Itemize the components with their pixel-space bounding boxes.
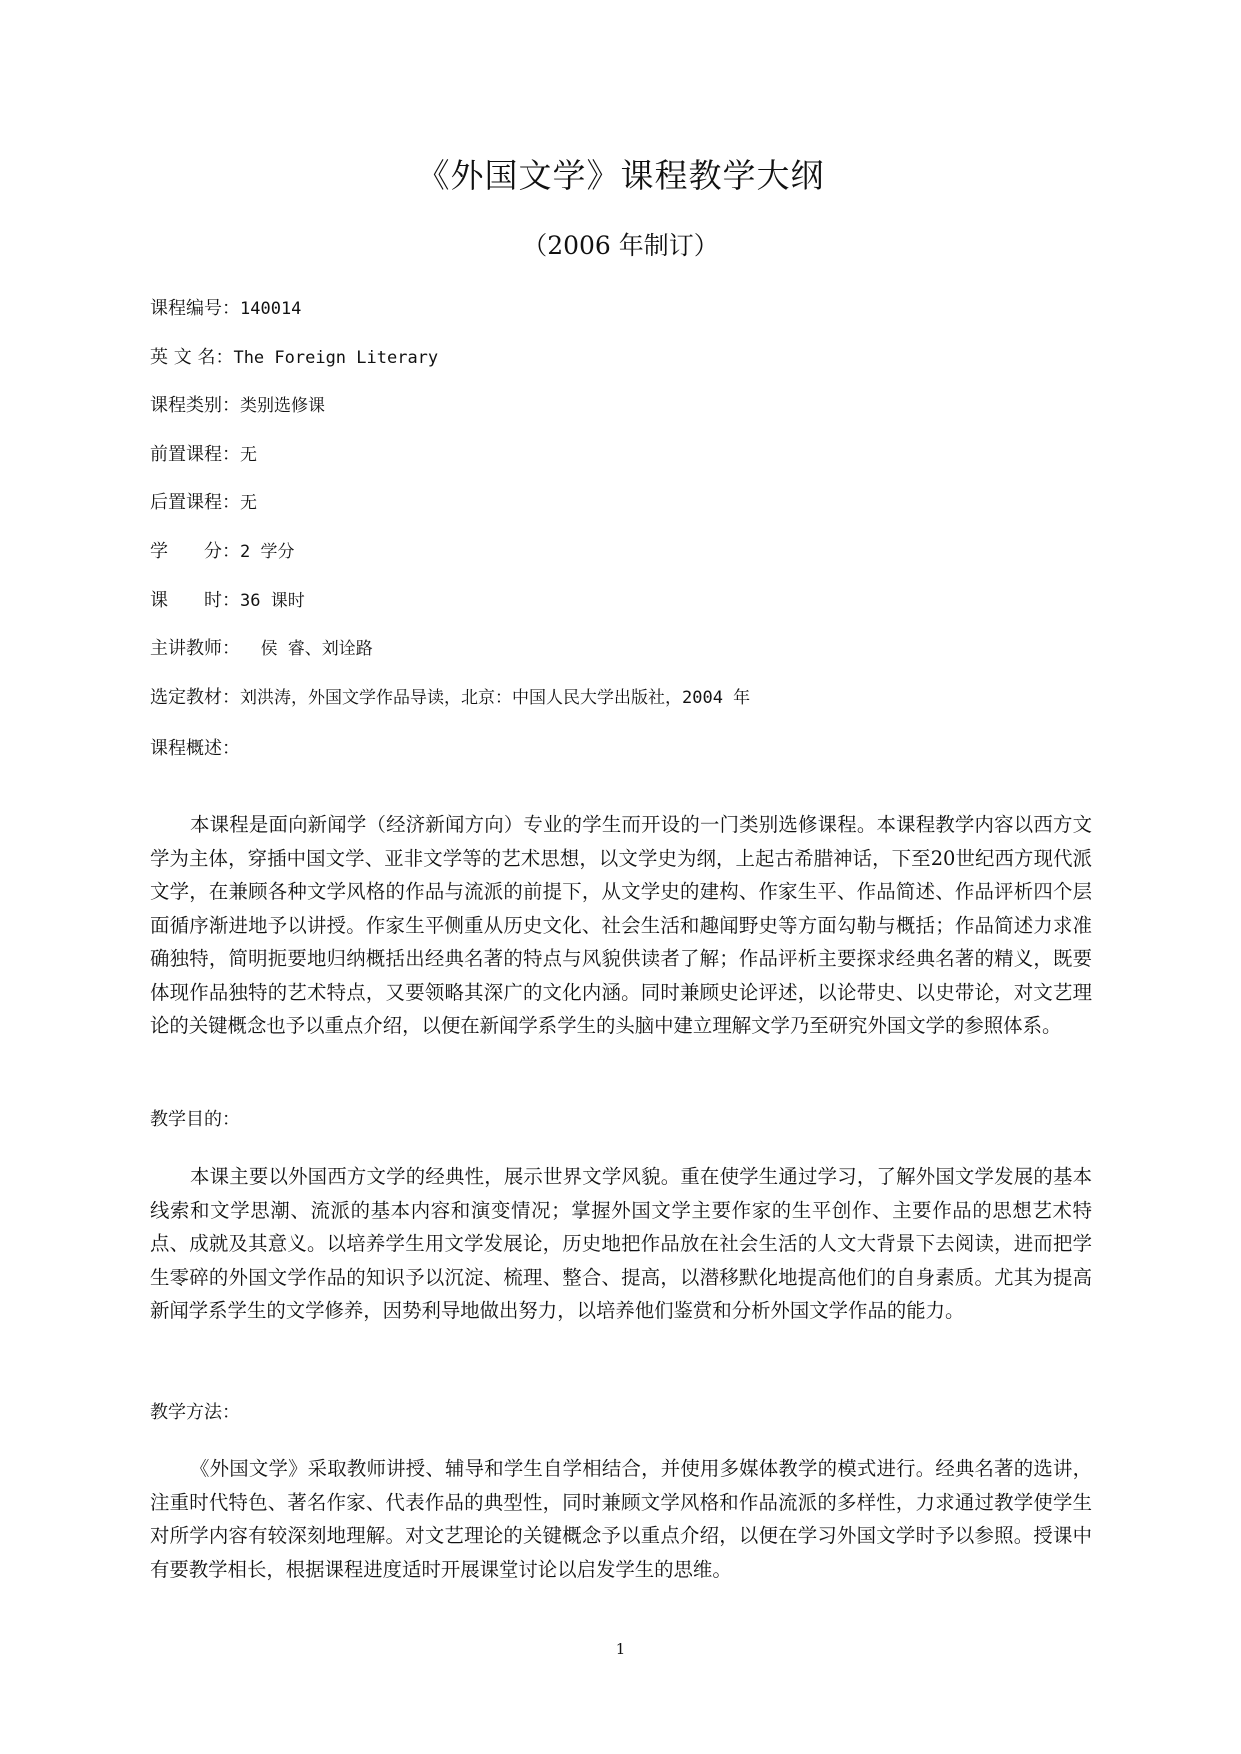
field-label: 后置课程：: [150, 492, 240, 513]
field-label: 课 时：: [150, 590, 240, 611]
field-value: The Foreign Literary: [233, 348, 439, 368]
method-heading: 教学方法：: [150, 1402, 240, 1423]
field-hours: [150, 589, 305, 613]
method-paragraph: 《外国文学》采取教师讲授、辅导和学生自学相结合，并使用多媒体教学的模式进行。经典名著的选讲，注重时代特色、著名作家、代表作品的典型性，同时兼顾文学风格和作品流派的多样性，力求通过教学使学生对所学内容有较深刻地理解。对文艺理论的关键概念予以重点介绍，以便在学习外国文学时予以参照。授课中有要教学相长，根据课程进度适时开展课堂讨论以启发学生的思维。: [150, 1457, 1092, 1581]
field-prerequisite: [150, 443, 257, 467]
overview-heading: 课程概述：: [150, 738, 240, 759]
field-label: 课程编号：: [150, 298, 240, 319]
field-value: 140014: [240, 299, 302, 319]
purpose-paragraph: 本课主要以外国西方文学的经典性，展示世界文学风貌。重在使学生通过学习，了解外国文学发展的基本线索和文学思潮、流派的基本内容和演变情况；掌握外国文学主要作家的生平创作、主要作品的思想艺术特点、成就及其意义。以培养学生用文学发展论，历史地把作品放在社会生活的人文大背景下去阅读，进而把学生零碎的外国文学作品的知识予以沉淀、梳理、整合、提高，以潜移默化地提高他们的自身素质。尤其为提高新闻学系学生的文学修养，因势利导地做出努力，以培养他们鉴赏和分析外国文学作品的能力。: [150, 1165, 1092, 1322]
purpose-heading: 教学目的：: [150, 1109, 240, 1130]
field-value: 2 学分: [240, 542, 295, 562]
field-label: 英 文 名：: [150, 347, 234, 368]
field-value: 侯 睿、刘诠路: [240, 639, 373, 659]
field-value: 刘洪涛，外国文学作品导读，北京：中国人民大学出版社，2004 年: [240, 688, 751, 708]
field-label: 选定教材：: [150, 687, 240, 708]
field-value: 无: [240, 445, 257, 465]
field-textbook: [150, 686, 750, 710]
overview-paragraph: 本课程是面向新闻学（经济新闻方向）专业的学生而开设的一门类别选修课程。本课程教学内容以西方文学为主体，穿插中国文学、亚非文学等的艺术思想，以文学史为纲，上起古希腊神话，下至20世纪西方现代派文学，在兼顾各种文学风格的作品与流派的前提下，从文学史的建构、作家生平、作品简述、作品评析四个层面循序渐进地予以讲授。作家生平侧重从历史文化、社会生活和趣闻野史等方面勾勒与概括；作品简述力求准确独特，简明扼要地归纳概括出经典名著的特点与风貌供读者了解；作品评析主要探求经典名著的精义，既要体现作品独特的艺术特点，又要领略其深广的文化内涵。同时兼顾史论评述，以论带史、以史带论，对文艺理论的关键概念也予以重点介绍，以便在新闻学系学生的头脑中建立理解文学乃至研究外国文学的参照体系。: [150, 813, 1092, 1037]
field-label: 前置课程：: [150, 444, 240, 465]
field-english-name: [150, 346, 438, 370]
field-instructors: [150, 637, 373, 661]
field-value: 36 课时: [240, 591, 305, 611]
document-title: 《外国文学》课程教学大纲: [416, 156, 825, 195]
document-subtitle: （2006 年制订）: [522, 231, 719, 260]
field-label: 学 分：: [150, 541, 240, 562]
field-course-category: [150, 394, 325, 418]
field-follow-up-course: [150, 491, 257, 515]
field-value: 类别选修课: [240, 396, 325, 416]
field-course-code: [150, 297, 301, 321]
field-credits: [150, 540, 294, 564]
field-value: 无: [240, 493, 257, 513]
field-label: 主讲教师：: [150, 638, 240, 659]
field-label: 课程类别：: [150, 395, 240, 416]
page-number: 1: [615, 1640, 626, 1658]
